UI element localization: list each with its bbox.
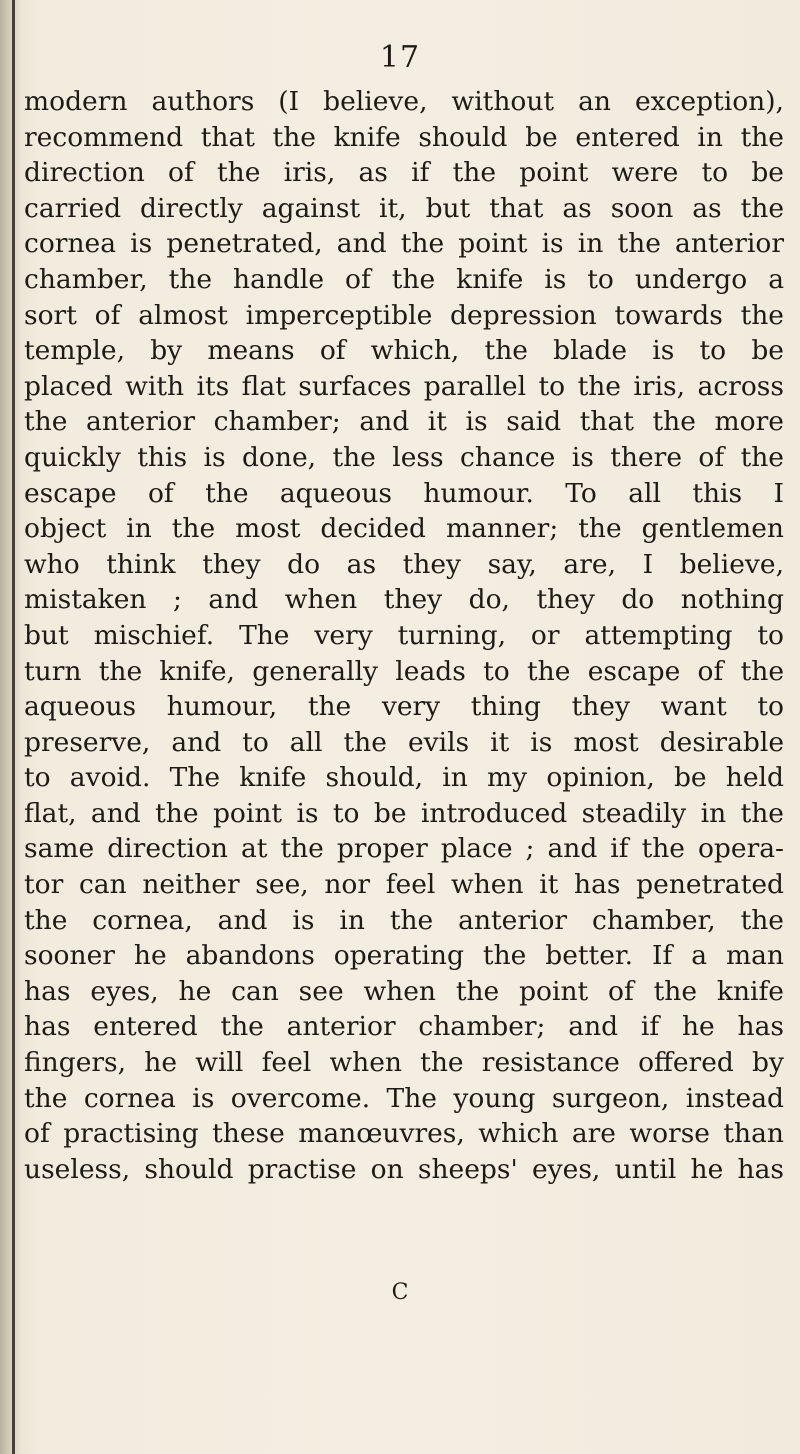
text-line: direction of the iris, as if the point were to be xyxy=(24,157,784,189)
text-line: the cornea, and is in the anterior chamber, the xyxy=(24,904,784,936)
text-line: useless, should practise on sheeps' eyes, until he has xyxy=(24,1153,784,1185)
text-line: tor can neither see, nor feel when it has penetrated xyxy=(24,869,784,901)
text-line: mistaken ; and when they do, they do nothing xyxy=(24,584,784,616)
text-line: has entered the anterior chamber; and if he has xyxy=(24,1011,784,1043)
text-line: who think they do as they say, are, I believe, xyxy=(24,548,784,580)
text-line: to avoid. The knife should, in my opinion, be held xyxy=(24,762,784,794)
text-line: the cornea is overcome. The young surgeon, instead xyxy=(24,1082,784,1114)
text-line: modern authors (I believe, without an exception), xyxy=(24,86,784,117)
text-line: but mischief. The very turning, or attempting to xyxy=(24,619,784,651)
text-line: fingers, he will feel when the resistance offered by xyxy=(24,1047,784,1079)
text-line: preserve, and to all the evils it is most desirable xyxy=(24,726,784,758)
text-line: has eyes, he can see when the point of the knife xyxy=(24,975,784,1007)
text-line: escape of the aqueous humour. To all this I xyxy=(24,477,784,509)
signature-mark: C xyxy=(391,1280,409,1305)
text-line: object in the most decided manner; the gentlemen xyxy=(24,513,784,545)
text-line: cornea is penetrated, and the point is in the anterior xyxy=(24,228,784,260)
page-number: 17 xyxy=(379,40,421,75)
text-line: aqueous humour, the very thing they want to xyxy=(24,691,784,723)
text-line: the anterior chamber; and it is said that the more xyxy=(24,406,784,438)
text-line: turn the knife, generally leads to the escape of the xyxy=(24,655,784,687)
text-line: temple, by means of which, the blade is to be xyxy=(24,335,784,367)
text-line: quickly this is done, the less chance is there of the xyxy=(24,441,784,473)
text-line: recommend that the knife should be entered in the xyxy=(24,121,784,153)
gutter-shadow xyxy=(0,0,22,1454)
text-line: of practising these manœuvres, which are worse than xyxy=(24,1118,784,1150)
binding-edge xyxy=(12,0,15,1454)
text-line: chamber, the handle of the knife is to undergo a xyxy=(24,263,784,295)
text-line: flat, and the point is to be introduced steadily in the xyxy=(24,797,784,829)
text-line: sort of almost imperceptible depression towards the xyxy=(24,299,784,331)
body-text xyxy=(24,84,784,1187)
text-line: placed with its flat surfaces parallel to the iris, across xyxy=(24,370,784,402)
text-line: sooner he abandons operating the better. If a man xyxy=(24,940,784,972)
text-line: same direction at the proper place ; and if the opera- xyxy=(24,833,784,865)
text-line: carried directly against it, but that as soon as the xyxy=(24,192,784,224)
